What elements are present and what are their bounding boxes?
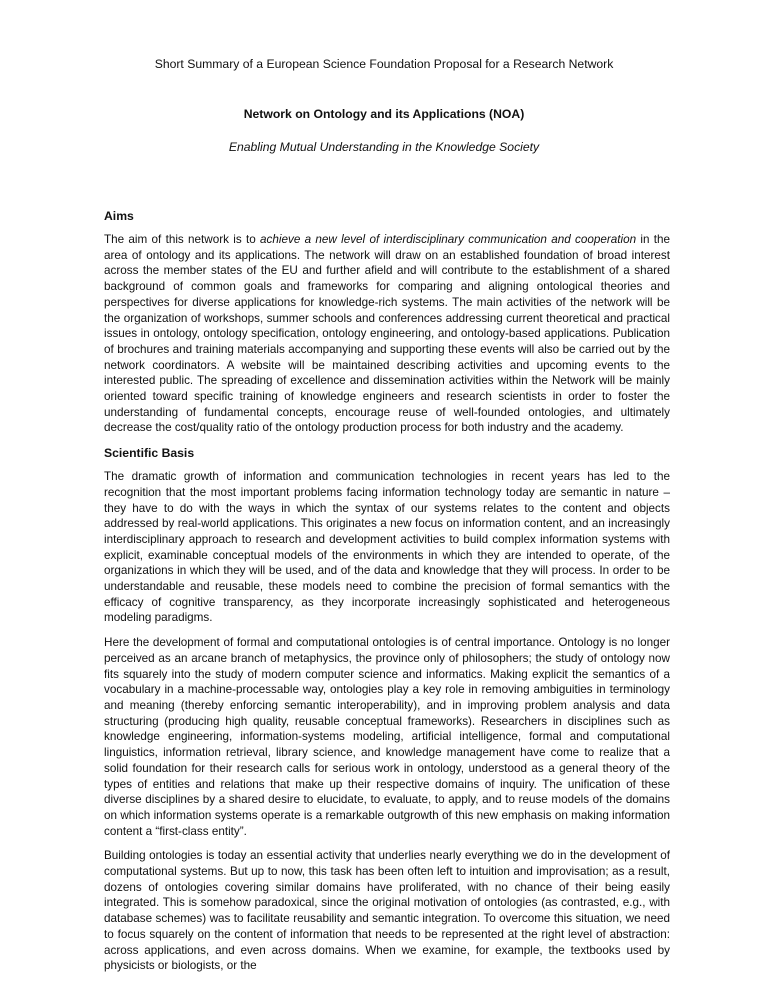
- aims-emphasis: achieve a new level of interdisciplinary communication and cooperation: [260, 233, 637, 246]
- aims-intro: The aim of this network is to: [104, 233, 261, 246]
- summary-line: Short Summary of a European Science Foundation Proposal for a Research Network: [154, 57, 614, 71]
- scientific-basis-paragraph-2: Here the development of formal and computational ontologies is of central importance. Ontology is no longer perceived as an arcane branch of metaphysics, the province only of philosophers; the study of ontology now fits squarely into the study of modern computer science and informatics. Making explicit the semantics of a vocabulary in a machine-processable way, ontologies play a key role in removing ambiguities in terminology and meaning (thereby enforcing semantic interoperability), and in improving problem analysis and data structuring (producing high quality, reusable conceptual frameworks). Researchers in disciplines such as knowledge engineering, information-systems modeling, artificial intelligence, formal and computational linguistics, information retrieval, library science, and knowledge management have come to realize that a solid foundation for their research calls for serious work in ontology, understood as a general theory of the types of entities and relations that make up their respective domains of inquiry. The unification of these diverse disciplines by a shared desire to elucidate, to evaluate, to apply, and to reuse models of the domains on which information systems operate is a remarkable outgrowth of this new emphasis on making information content a “first-class entity”.: [104, 636, 670, 838]
- scientific-basis-paragraph-3: Building ontologies is today an essential activity that underlies nearly everything we do in the development of computational systems. But up to now, this task has been often left to intuition and improvisation; as a result, dozens of ontologies covering similar domains have proliferated, with no chance of their being easily integrated. This is somehow paradoxical, since the original motivation of ontologies (as contrasted, e.g., with database schemes) was to facilitate reusability and semantic integration. To overcome this situation, we need to focus squarely on the content of information that needs to be represented at the right level of abstraction: across applications, and even across domains. When we examine, for example, the textbooks used by physicists or biologists, or the: [104, 849, 670, 973]
- scientific-basis-heading: Scientific Basis: [104, 446, 195, 461]
- network-title: Network on Ontology and its Applications (NOA): [243, 107, 525, 121]
- document-body: [104, 208, 670, 974]
- aims-rest: in the area of ontology and its applications. The network will draw on an established foundation of broad interest across the member states of the EU and further afield and will contribute to the establishment of a shared background of common goals and frameworks for comparing and aligning ontological theories and perspectives for diverse applications for knowledge-rich systems. The main activities of the network will be the organization of workshops, summer schools and conferences addressing current theoretical and practical issues in ontology, ontology specification, ontology engineering, and ontology-based applications. Publication of brochures and training materials accompanying and supporting these events will also be carried out by the network coordinators. A website will be maintained describing activities and upcoming events to the interested public. The spreading of excellence and dissemination activities within the Network will be mainly oriented toward specific training of knowledge engineers and research scientists in order to foster the understanding of fundamental concepts, encourage reuse of well-founded ontologies, and ultimately decrease the cost/quality ratio of the ontology production process for both industry and the academy.: [104, 233, 670, 435]
- scientific-basis-paragraph-1: The dramatic growth of information and communication technologies in recent years has led to the recognition that the most important problems facing information technology today are semantic in nature – they have to do with the ways in which the syntax of our systems relates to the content and objects addressed by real-world applications. This originates a new focus on information content, and an increasingly interdisciplinary approach to research and development activities to build complex information systems with explicit, examinable conceptual models of the environments in which they are intended to operate, of the organizations in which they will be used, and of the data and knowledge that they will process. In order to be understandable and reusable, these models need to combine the precision of formal semantics with the efficacy of cognitive transparency, as they incorporate increasingly sophisticated and heterogeneous modeling paradigms.: [104, 470, 670, 625]
- aims-heading: Aims: [104, 209, 134, 223]
- document-subtitle: Enabling Mutual Understanding in the Knowledge Society: [228, 140, 540, 154]
- aims-paragraph: [104, 232, 670, 436]
